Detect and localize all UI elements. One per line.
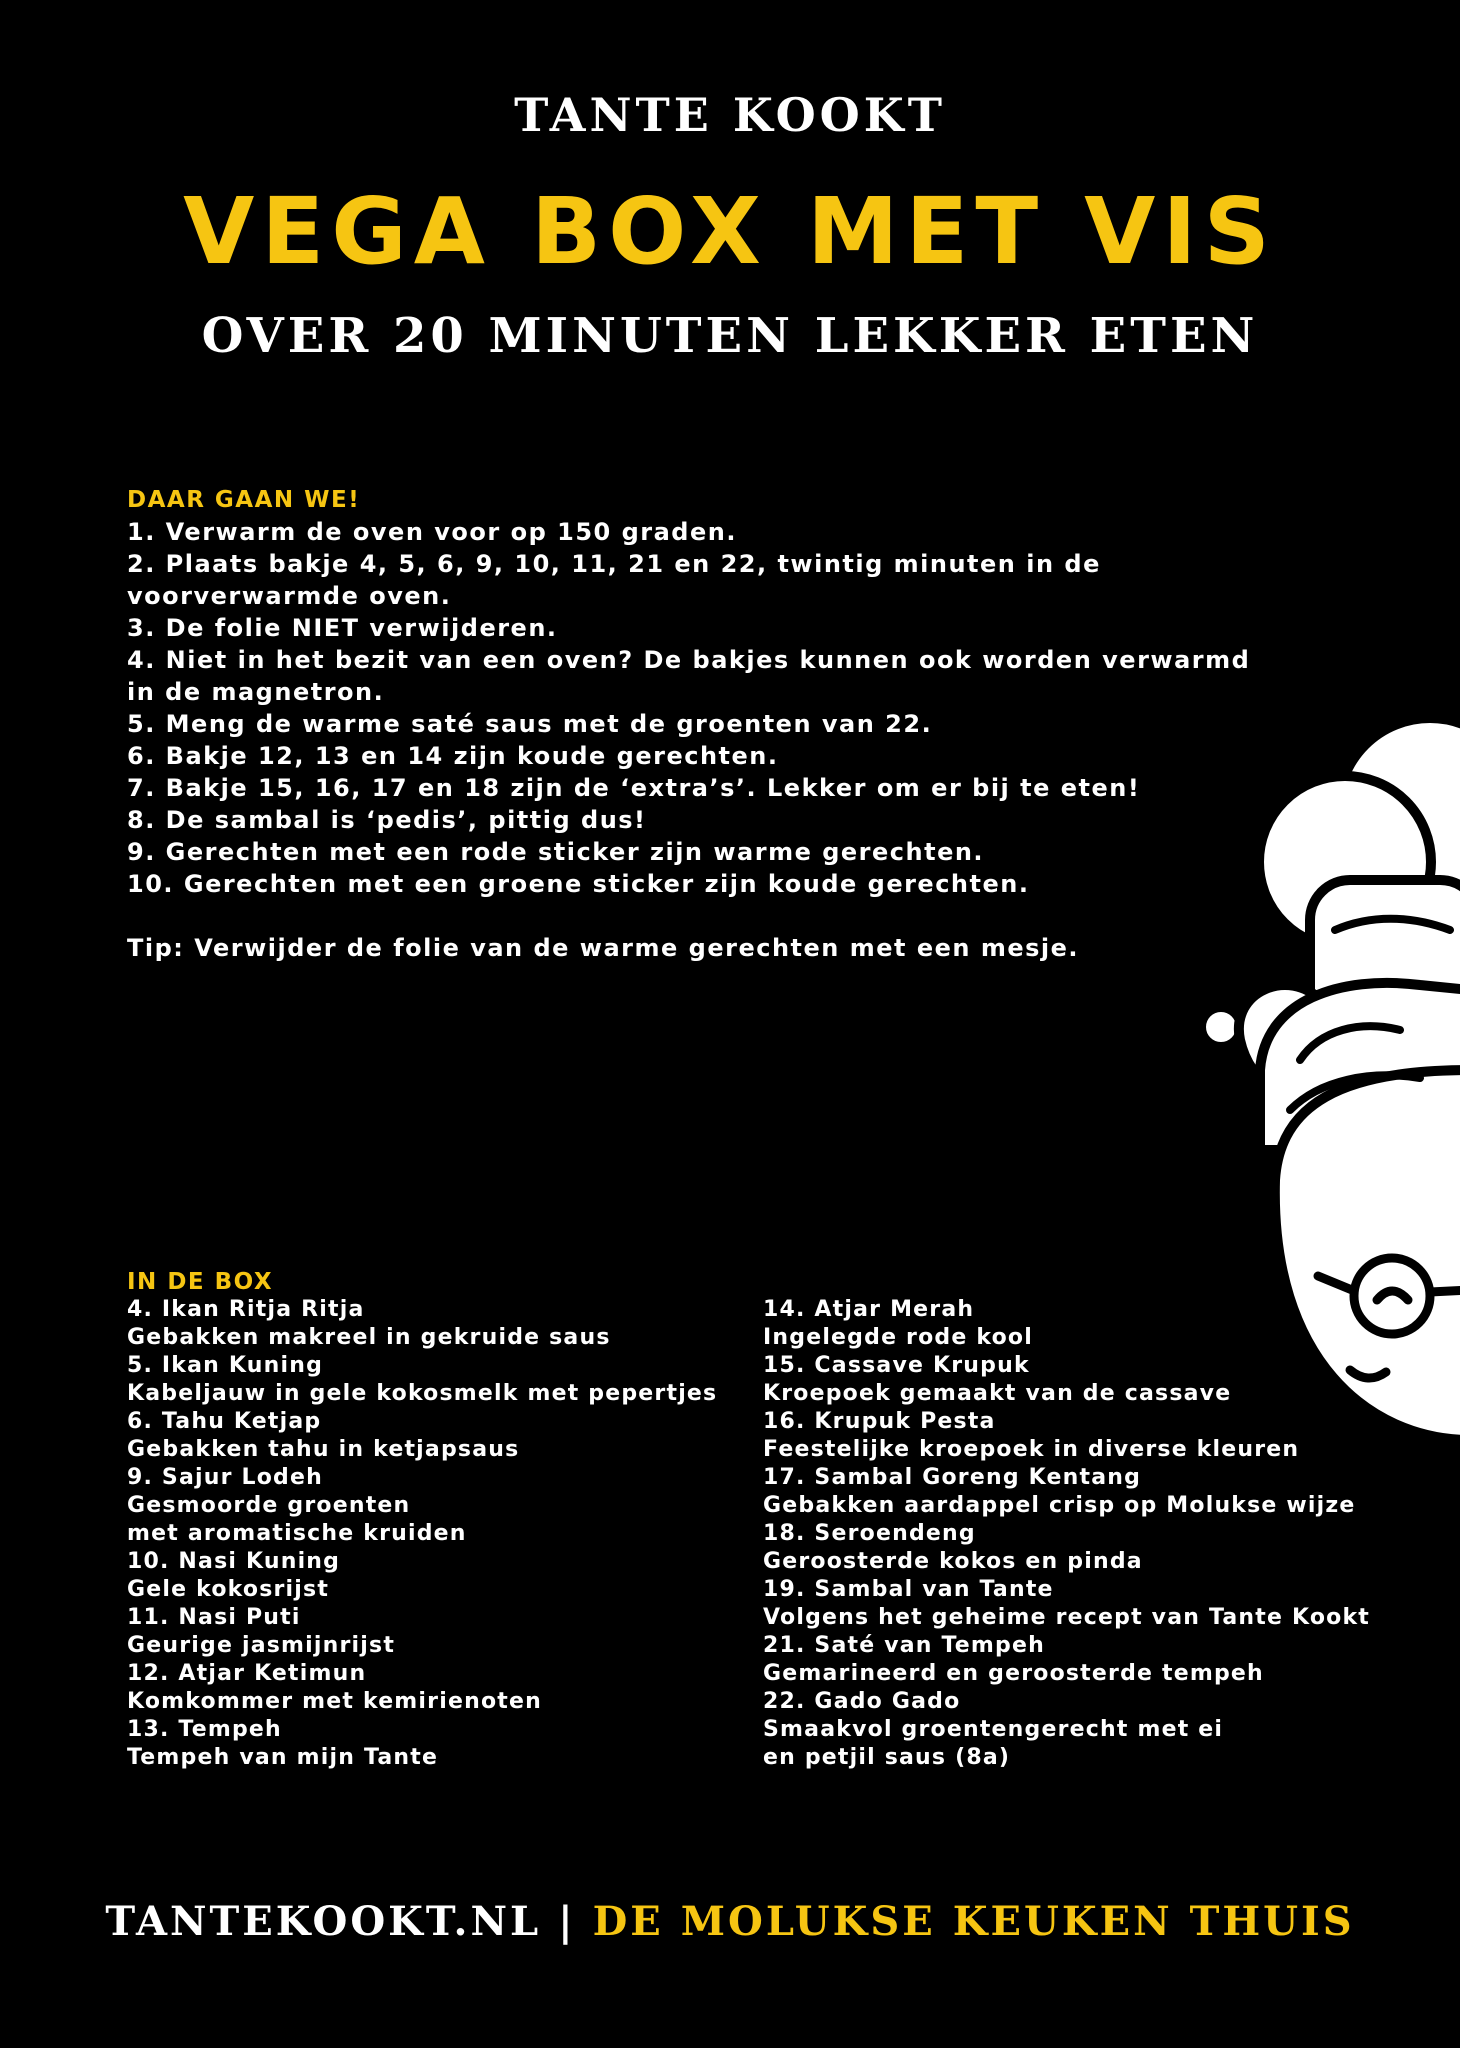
instructions-steps [127,516,1257,900]
box-item-line: Ingelegde rode kool [763,1325,1033,1350]
box-item-line: 12. Atjar Ketimun [127,1661,367,1686]
footer [0,1898,1460,1945]
instruction-step: 1. Verwarm de oven voor op 150 graden. [127,518,737,546]
box-item-line: Gele kokosrijst [127,1577,330,1602]
box-item-line: Kabeljauw in gele kokosmelk met pepertjes [127,1381,718,1406]
box-item-line: 18. Seroendeng [763,1521,976,1546]
box-item-line: Gebakken makreel in gekruide saus [127,1325,611,1350]
page-subtitle: OVER 20 MINUTEN LEKKER ETEN [201,308,1259,364]
instruction-step: 10. Gerechten met een groene sticker zijn koude gerechten. [127,870,1030,898]
box-item-line: 10. Nasi Kuning [127,1549,341,1574]
box-item-line: 13. Tempeh [127,1717,282,1742]
instruction-step: 5. Meng de warme saté saus met de groenten van 22. [127,710,933,738]
box-item-line: 22. Gado Gado [763,1689,961,1714]
box-item-line: 17. Sambal Goreng Kentang [763,1465,1142,1490]
instruction-step: 9. Gerechten met een rode sticker zijn warme gerechten. [127,838,985,866]
page-title: VEGA BOX MET VIS [183,178,1277,285]
box-item-line: 4. Ikan Ritja Ritja [127,1297,365,1322]
instruction-step: 3. De folie NIET verwijderen. [127,614,558,642]
box-item-line: met aromatische kruiden [127,1521,467,1546]
box-item-line: 14. Atjar Merah [763,1297,975,1322]
footer-separator: | [558,1898,576,1945]
box-item-line: Feestelijke kroepoek in diverse kleuren [763,1437,1300,1462]
instructions-heading: DAAR GAAN WE! [127,487,361,513]
box-item-line: Geurige jasmijnrijst [127,1633,396,1658]
box-item-line: 21. Saté van Tempeh [763,1633,1045,1658]
box-item-line: Kroepoek gemaakt van de cassave [763,1381,1232,1406]
instruction-step: 2. Plaats bakje 4, 5, 6, 9, 10, 11, 21 en 22, twintig minuten in de voorverwarmde oven. [127,550,1101,610]
box-item-line: 5. Ikan Kuning [127,1353,324,1378]
box-item-line: 16. Krupuk Pesta [763,1409,996,1434]
box-item-line: 9. Sajur Lodeh [127,1465,323,1490]
box-item-line: Komkommer met kemirienoten [127,1689,542,1714]
instruction-step: 4. Niet in het bezit van een oven? De bakjes kunnen ook worden verwarmd in de magnetron. [127,646,1251,706]
box-item-line: 11. Nasi Puti [127,1605,301,1630]
grandma-chef-icon [1180,710,1460,1450]
box-item-line: 19. Sambal van Tante [763,1577,1054,1602]
box-column-left [127,1296,763,1772]
instructions-section [127,484,1257,964]
box-item-line: Smaakvol groentengerecht met ei [763,1717,1224,1742]
box-item-line: Gebakken tahu in ketjapsaus [127,1437,520,1462]
instruction-step: 7. Bakje 15, 16, 17 en 18 zijn de ‘extra’s’. Lekker om er bij te eten! [127,774,1141,802]
box-heading: IN DE BOX [127,1269,274,1295]
instruction-step: 6. Bakje 12, 13 en 14 zijn koude gerechten. [127,742,779,770]
box-item-line: Gesmoorde groenten [127,1493,411,1518]
box-item-line: Gemarineerd en geroosterde tempeh [763,1661,1264,1686]
brand-name: TANTE KOOKT [514,88,946,142]
footer-site-link: TANTEKOOKT.NL [105,1898,542,1945]
box-item-line: Tempeh van mijn Tante [127,1745,439,1770]
box-item-line: en petjil saus (8a) [763,1745,1011,1770]
instruction-step: 8. De sambal is ‘pedis’, pittig dus! [127,806,647,834]
box-item-line: 6. Tahu Ketjap [127,1409,322,1434]
box-item-line: Volgens het geheime recept van Tante Kookt [763,1605,1370,1630]
box-item-line: Gebakken aardappel crisp op Molukse wijze [763,1493,1356,1518]
box-item-line: Geroosterde kokos en pinda [763,1549,1143,1574]
box-item-line: 15. Cassave Krupuk [763,1353,1030,1378]
footer-tagline: DE MOLUKSE KEUKEN THUIS [592,1898,1355,1945]
instructions-tip: Tip: Verwijder de folie van de warme gerechten met een mesje. [127,934,1080,962]
